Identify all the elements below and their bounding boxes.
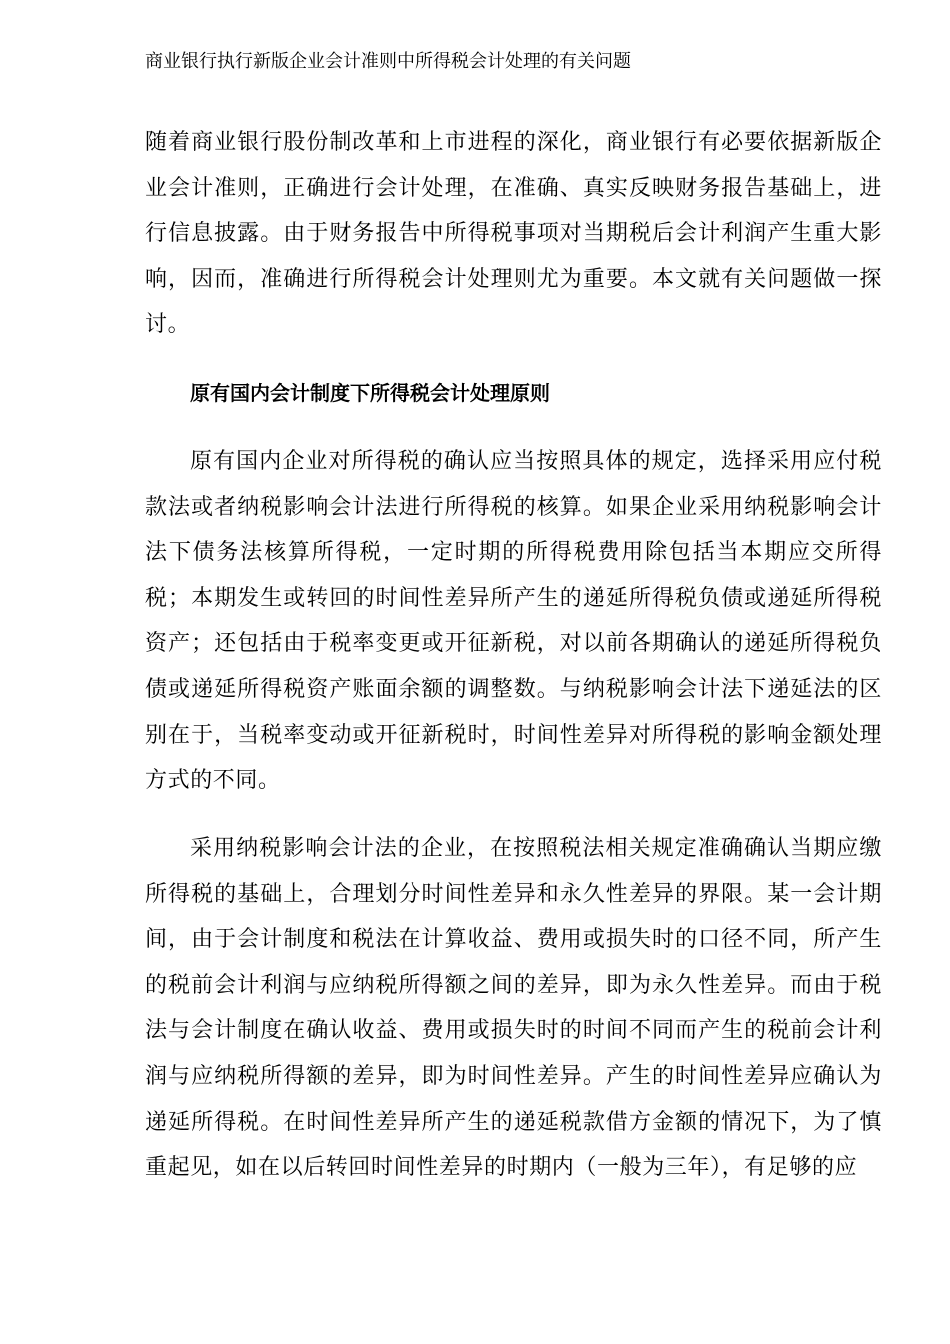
document-title: 商业银行执行新版企业会计准则中所得税会计处理的有关问题 bbox=[145, 51, 631, 72]
section-paragraph-2: 采用纳税影响会计法的企业，在按照税法相关规定准确确认当期应缴所得税的基础上，合理划分时间性差异和永久性差异的界限。某一会计期间，由于会计制度和税法在计算收益、费用或损失时的口径不同，所产生的税前会计利润与应纳税所得额之间的差异，即为永久性差异。而由于税法与会计制度在确认收益、费用或损失时的时间不同而产生的税前会计利润与应纳税所得额的差异，即为时间性差异。产生的时间性差异应确认为递延所得税。在时间性差异所产生的递延税款借方金额的情况下，为了慎重起见，如在以后转回时间性差异的时期内（一般为三年），有足够的应 bbox=[145, 836, 882, 1181]
intro-paragraph: 随着商业银行股份制改革和上市进程的深化，商业银行有必要依据新版企业会计准则，正确进行会计处理，在准确、真实反映财务报告基础上，进行信息披露。由于财务报告中所得税事项对当期税后会计利润产生重大影响，因而，准确进行所得税会计处理则尤为重要。本文就有关问题做一探讨。 bbox=[145, 130, 882, 338]
section-paragraph-1: 原有国内企业对所得税的确认应当按照具体的规定，选择采用应付税款法或者纳税影响会计法进行所得税的核算。如果企业采用纳税影响会计法下债务法核算所得税，一定时期的所得税费用除包括当本期应交所得税；本期发生或转回的时间性差异所产生的递延所得税负债或递延所得税资产；还包括由于税率变更或开征新税，对以前各期确认的递延所得税负债或递延所得税资产账面余额的调整数。与纳税影响会计法下递延法的区别在于，当税率变动或开征新税时，时间性差异对所得税的影响金额处理方式的不同。 bbox=[145, 449, 882, 794]
section-heading: 原有国内会计制度下所得税会计处理原则 bbox=[190, 381, 550, 405]
